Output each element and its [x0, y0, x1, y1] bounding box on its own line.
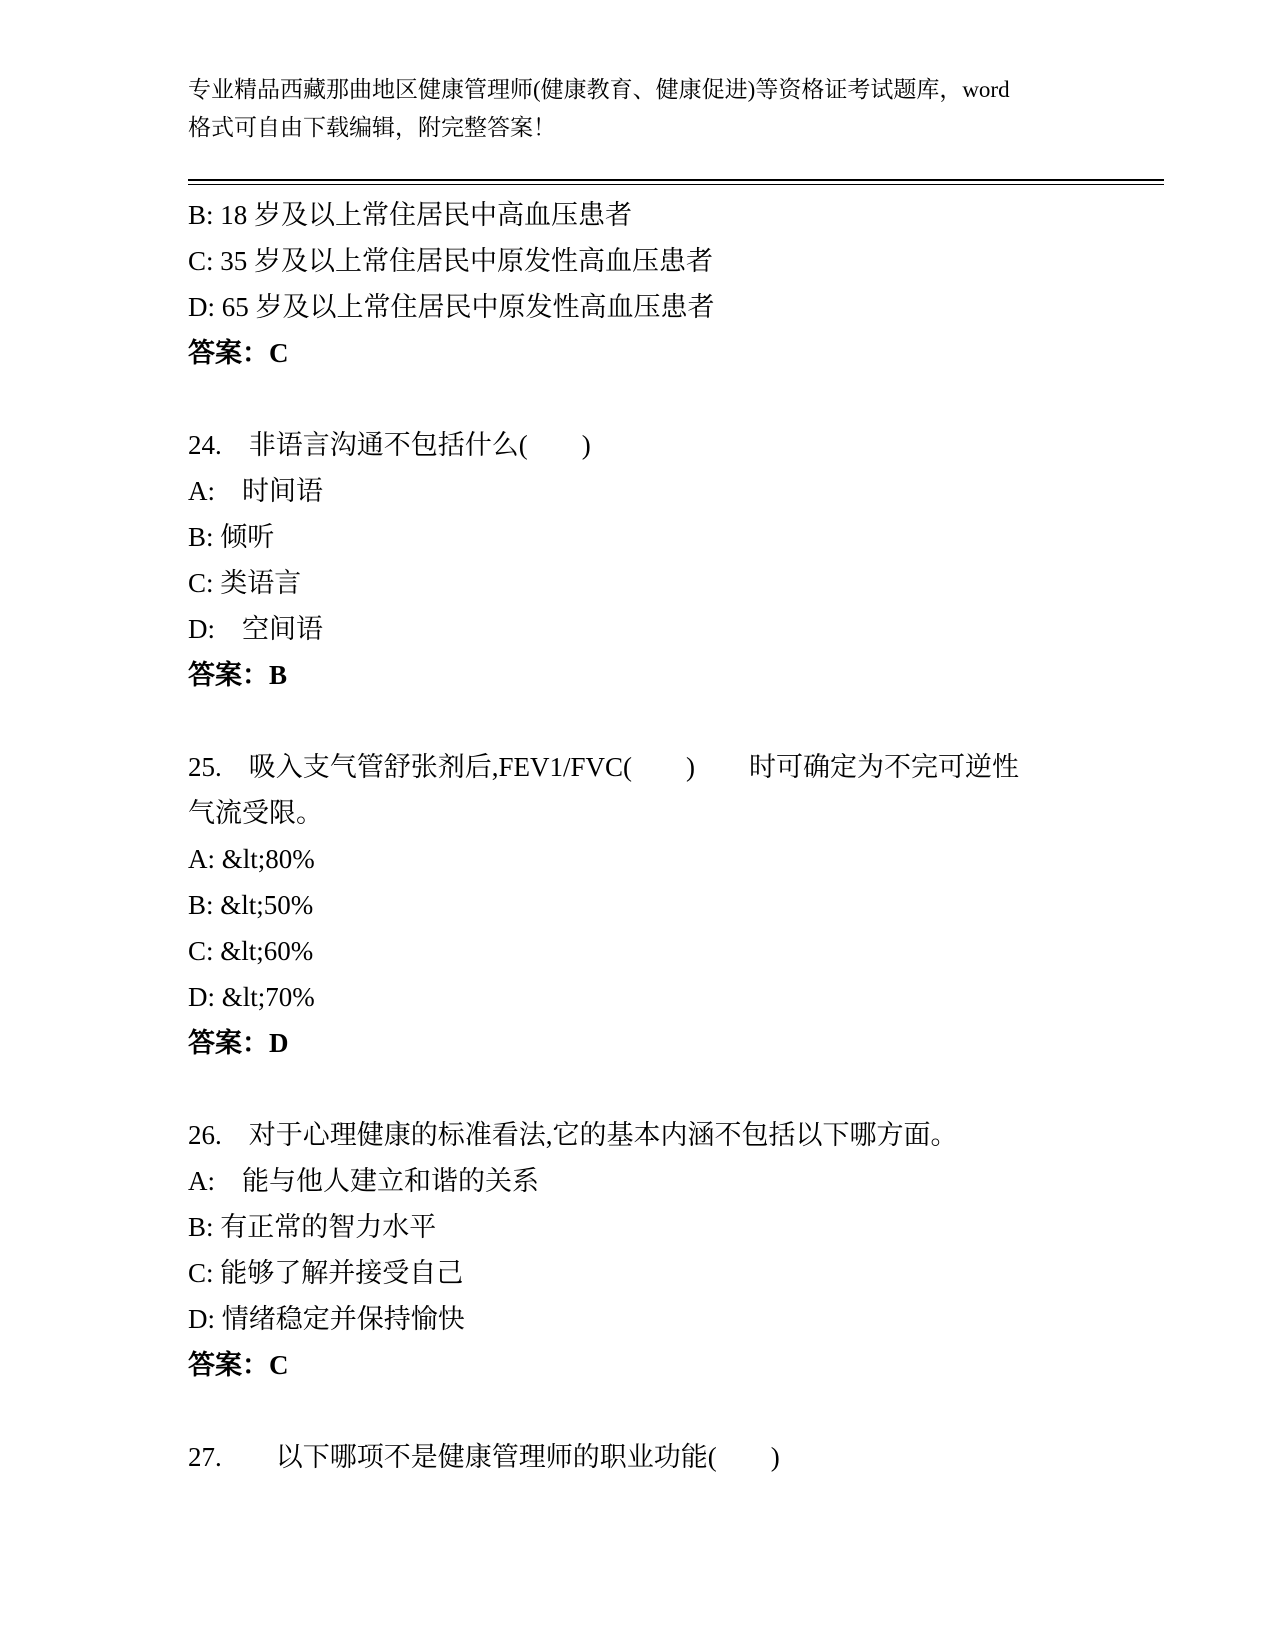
question-25-text-line-2: 气流受限。 [188, 798, 323, 828]
question-25-answer: 答案：D [188, 1028, 289, 1058]
question-27-text: 27. 以下哪项不是健康管理师的职业功能( ) [188, 1442, 780, 1472]
question-23-option-b: B: 18 岁及以上常住居民中高血压患者 [188, 200, 633, 230]
question-25-text-line-1: 25. 吸入支气管舒张剂后,FEV1/FVC( ) 时可确定为不完可逆性 [188, 752, 1020, 782]
question-25-option-b: B: &lt;50% [188, 890, 314, 920]
header-divider-rule [188, 179, 1164, 185]
document-body [188, 192, 1164, 1480]
document-page [188, 0, 1164, 1480]
question-26-block [188, 1112, 1164, 1388]
header-line-1: 专业精品西藏那曲地区健康管理师(健康教育、健康促进)等资格证考试题库，word [188, 77, 1010, 102]
question-25-option-d: D: &lt;70% [188, 982, 315, 1012]
question-26-text: 26. 对于心理健康的标准看法,它的基本内涵不包括以下哪方面。 [188, 1120, 958, 1150]
question-26-option-a: A: 能与他人建立和谐的关系 [188, 1166, 539, 1196]
question-25-option-c: C: &lt;60% [188, 936, 314, 966]
question-24-option-d: D: 空间语 [188, 614, 323, 644]
question-24-option-a: A: 时间语 [188, 476, 323, 506]
question-23-answer: 答案：C [188, 338, 289, 368]
header-line-2: 格式可自由下载编辑，附完整答案！ [188, 115, 556, 140]
question-23-block [188, 192, 1164, 376]
question-26-option-c: C: 能够了解并接受自己 [188, 1258, 464, 1288]
question-24-block [188, 422, 1164, 698]
question-23-option-d: D: 65 岁及以上常住居民中原发性高血压患者 [188, 292, 715, 322]
question-23-option-c: C: 35 岁及以上常住居民中原发性高血压患者 [188, 246, 714, 276]
question-25-option-a: A: &lt;80% [188, 844, 315, 874]
question-27-block [188, 1434, 1164, 1480]
question-26-answer: 答案：C [188, 1350, 289, 1380]
question-24-text: 24. 非语言沟通不包括什么( ) [188, 430, 591, 460]
question-25-block [188, 744, 1164, 1066]
question-24-option-c: C: 类语言 [188, 568, 302, 598]
question-24-answer: 答案：B [188, 660, 288, 690]
question-26-option-d: D: 情绪稳定并保持愉快 [188, 1304, 465, 1334]
question-24-option-b: B: 倾听 [188, 522, 275, 552]
question-26-option-b: B: 有正常的智力水平 [188, 1212, 437, 1242]
header-disclaimer [188, 0, 1164, 147]
